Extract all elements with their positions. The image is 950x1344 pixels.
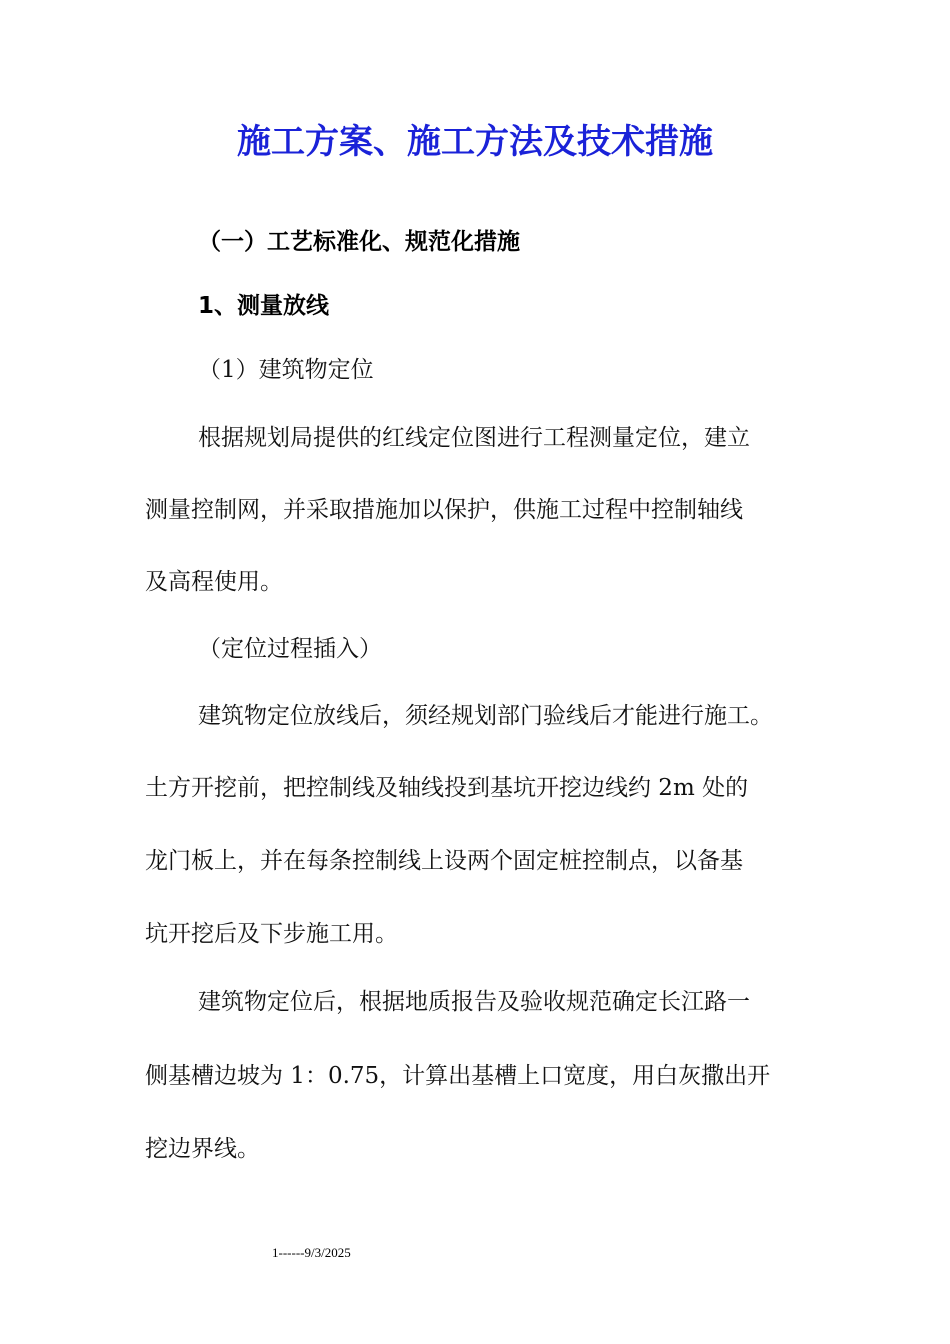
paragraph-line: 坑开挖后及下步施工用。 bbox=[145, 921, 398, 947]
subsection-heading: 1、测量放线 bbox=[198, 293, 330, 319]
paragraph-line: 及高程使用。 bbox=[145, 569, 283, 595]
document-title: 施工方案、施工方法及技术措施 bbox=[237, 122, 713, 162]
paragraph-line: 侧基槽边坡为 1：0.75，计算出基槽上口宽度，用白灰撒出开 bbox=[145, 1063, 771, 1089]
paragraph-line: 建筑物定位放线后，须经规划部门验线后才能进行施工。 bbox=[198, 703, 773, 729]
paragraph-line: 土方开挖前，把控制线及轴线投到基坑开挖边线约 2m 处的 bbox=[145, 775, 749, 801]
insert-note: （定位过程插入） bbox=[198, 636, 382, 662]
page-footer: 1------9/3/2025 bbox=[272, 1245, 351, 1260]
section-heading: （一）工艺标准化、规范化措施 bbox=[198, 229, 520, 255]
paragraph-line: 龙门板上，并在每条控制线上设两个固定桩控制点，以备基 bbox=[145, 848, 743, 874]
item-heading: （1）建筑物定位 bbox=[198, 357, 374, 383]
paragraph-line: 根据规划局提供的红线定位图进行工程测量定位，建立 bbox=[198, 425, 750, 451]
paragraph-line: 挖边界线。 bbox=[145, 1136, 260, 1162]
paragraph-line: 测量控制网，并采取措施加以保护，供施工过程中控制轴线 bbox=[145, 497, 743, 523]
paragraph-line: 建筑物定位后，根据地质报告及验收规范确定长江路一 bbox=[198, 989, 750, 1015]
